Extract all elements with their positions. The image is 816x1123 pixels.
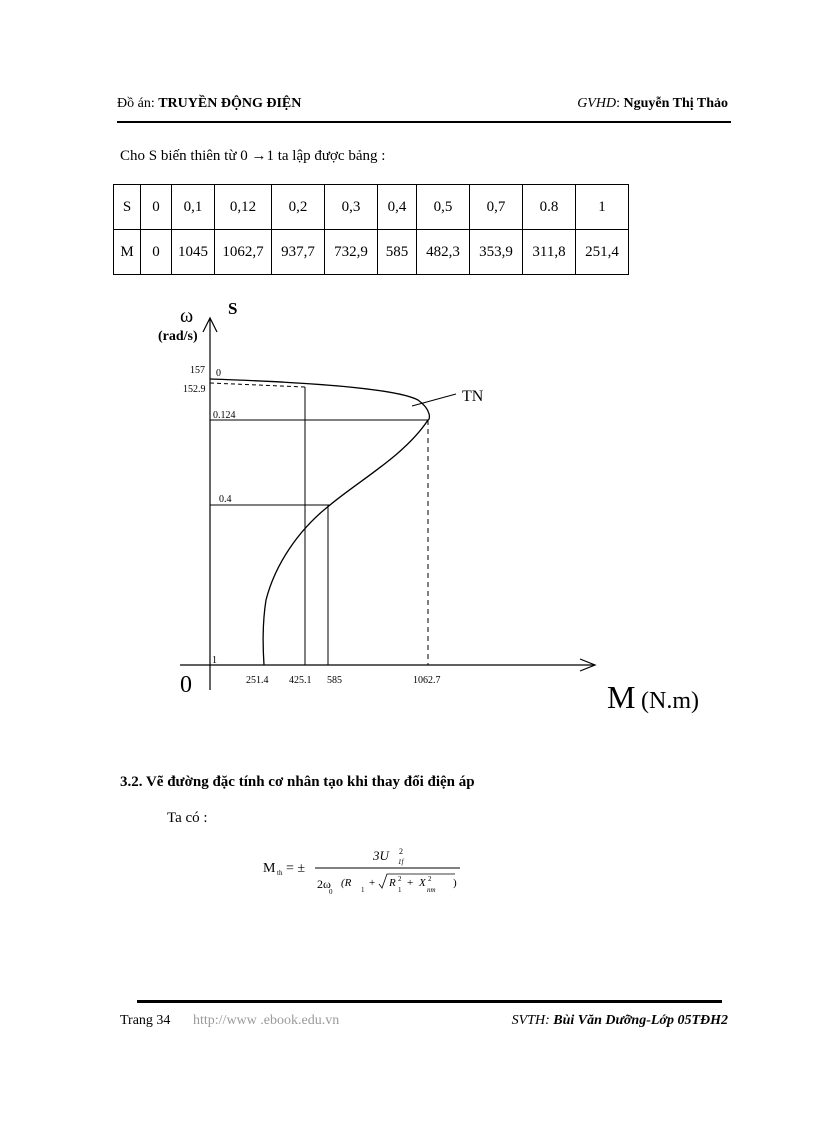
formula-x-sup: 2 — [428, 875, 432, 883]
formula-num-sub: 1f — [398, 858, 404, 866]
x-label-main: M — [607, 679, 636, 715]
table-cell: 353,9 — [470, 230, 523, 275]
table-cell: 0,2 — [272, 185, 325, 230]
footer-right — [512, 1013, 728, 1029]
formula-close: ) — [453, 877, 457, 889]
table-cell: M — [114, 230, 141, 275]
s-tick: 0.4 — [219, 494, 232, 505]
formula-sqrt-r: R — [389, 877, 396, 889]
dashed-152-9 — [210, 383, 305, 387]
table-cell: 0,7 — [470, 185, 523, 230]
table-cell: 482,3 — [417, 230, 470, 275]
formula-sqrt-r-sub: 1 — [398, 886, 402, 894]
header-title: TRUYỀN ĐỘNG ĐIỆN — [158, 96, 302, 111]
formula-lhs: M — [263, 861, 276, 876]
header-sep: : — [616, 96, 624, 111]
tn-label: TN — [462, 388, 484, 405]
formula-eq: = ± — [286, 861, 306, 876]
table-cell: 937,7 — [272, 230, 325, 275]
y-tick: 152.9 — [183, 384, 206, 395]
footer-rule — [137, 1000, 722, 1003]
ta-co-text: Ta có : — [167, 810, 208, 826]
footer-svth: SVTH — [511, 1013, 546, 1028]
table-cell: 0 — [141, 230, 172, 275]
y-symbol: ω — [180, 305, 194, 327]
x-tick: 425.1 — [289, 675, 312, 686]
table-cell: 251,4 — [576, 230, 629, 275]
s-tick: 1 — [212, 655, 217, 666]
torque-formula — [255, 840, 485, 900]
table-cell: 0,4 — [378, 185, 417, 230]
formula-lhs-sub: th — [277, 869, 283, 877]
table-cell: 311,8 — [523, 230, 576, 275]
formula-r1-sub: 1 — [361, 886, 365, 894]
y-tick: 157 — [190, 365, 205, 376]
s-label: S — [228, 299, 238, 318]
footer-url[interactable]: http://www .ebook.edu.vn — [193, 1013, 340, 1028]
x-tick: 585 — [327, 675, 342, 686]
formula-numerator: 3U — [373, 848, 389, 863]
header-teacher: Nguyễn Thị Thảo — [623, 96, 728, 111]
formula-denominator: 2ω — [317, 877, 331, 891]
origin-label: 0 — [180, 672, 192, 698]
tn-curve — [210, 379, 429, 665]
formula-den-sub: 0 — [329, 888, 333, 896]
table-cell: 585 — [378, 230, 417, 275]
formula-x: X — [419, 877, 426, 889]
formula-num-sup: 2 — [399, 847, 403, 856]
table-cell: 1045 — [172, 230, 215, 275]
table-cell: 1062,7 — [215, 230, 272, 275]
table-cell: 0.8 — [523, 185, 576, 230]
x-tick: 1062.7 — [413, 675, 441, 686]
table-cell: 1 — [576, 185, 629, 230]
table-cell: 0,3 — [325, 185, 378, 230]
y-unit: (rad/s) — [158, 329, 198, 344]
footer-page: Trang 34 — [120, 1013, 171, 1028]
x-label-unit: (N.m) — [641, 688, 699, 714]
header-gvhd: GVHD — [577, 96, 617, 111]
s-tick: 0 — [216, 368, 221, 379]
section-heading: 3.2. Vẽ đường đặc tính cơ nhân tạo khi thay đổi điện áp — [120, 774, 475, 790]
table-cell: 0,12 — [215, 185, 272, 230]
x-tick: 251.4 — [246, 675, 269, 686]
formula-plus2: + — [407, 877, 414, 889]
formula-x-sub: nm — [427, 886, 436, 894]
formula-plus: + — [369, 877, 376, 889]
intro-text: Cho S biến thiên từ 0 →1 ta lập được bảng : — [120, 148, 386, 164]
header-prefix: Đồ án: — [117, 96, 159, 111]
s-tick: 0.124 — [213, 410, 236, 421]
footer-sep: : — [545, 1013, 554, 1028]
table-cell: 0,5 — [417, 185, 470, 230]
formula-r1: (R — [341, 877, 352, 889]
footer-student: Bùi Văn Dưỡng-Lớp 05TĐH2 — [553, 1013, 728, 1028]
table-cell: S — [114, 185, 141, 230]
table-cell: 0,1 — [172, 185, 215, 230]
formula-sqrt-r-sup: 2 — [398, 875, 402, 883]
table-cell: 732,9 — [325, 230, 378, 275]
table-cell: 0 — [141, 185, 172, 230]
